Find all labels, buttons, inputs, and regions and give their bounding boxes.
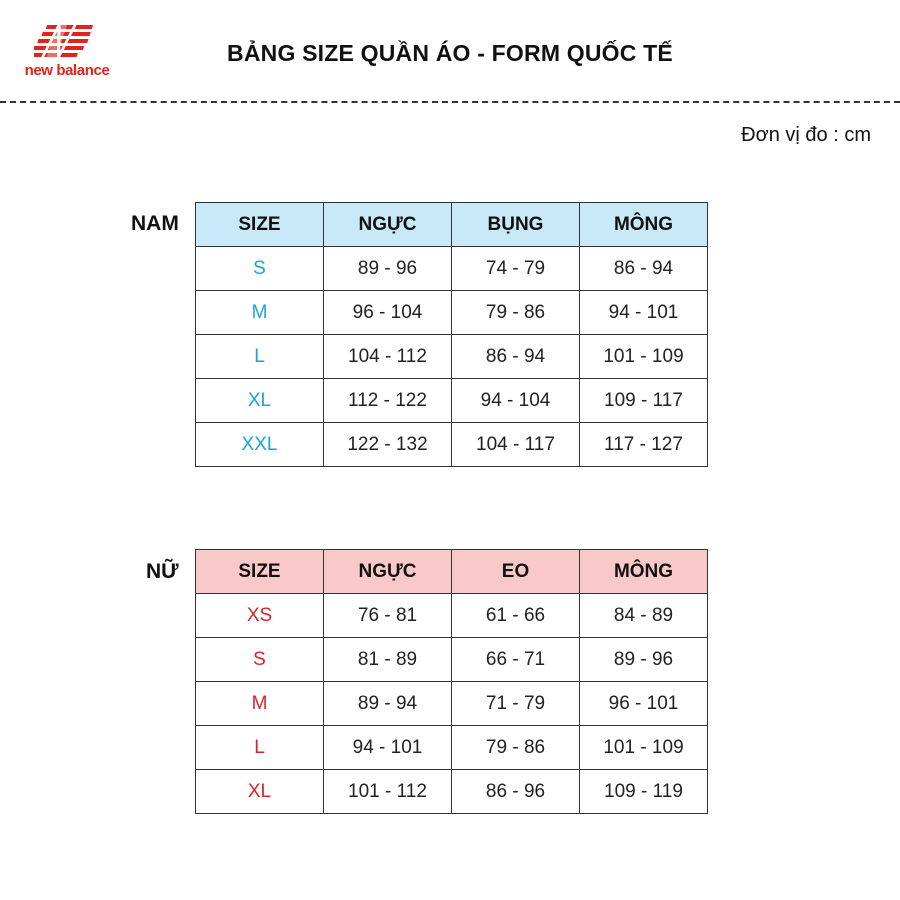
new-balance-logo-icon	[34, 22, 100, 60]
hip-cell: 101 - 109	[580, 335, 708, 379]
chest-cell: 81 - 89	[324, 638, 452, 682]
hip-cell: 109 - 117	[580, 379, 708, 423]
page-title: BẢNG SIZE QUẦN ÁO - FORM QUỐC TẾ	[227, 40, 673, 66]
table-row	[196, 638, 708, 682]
waist-cell: 61 - 66	[452, 594, 580, 638]
hip-cell: 94 - 101	[580, 291, 708, 335]
header-size: SIZE	[196, 550, 324, 594]
size-cell: M	[196, 682, 324, 726]
dashed-divider	[0, 101, 900, 103]
chest-cell: 101 - 112	[324, 770, 452, 814]
size-cell: S	[196, 247, 324, 291]
header-size: SIZE	[196, 203, 324, 247]
chest-cell: 104 - 112	[324, 335, 452, 379]
header-hip: MÔNG	[580, 203, 708, 247]
table-row	[196, 423, 708, 467]
size-cell: XS	[196, 594, 324, 638]
table-row	[196, 379, 708, 423]
table-row	[196, 335, 708, 379]
size-cell: L	[196, 726, 324, 770]
size-cell: M	[196, 291, 324, 335]
hip-cell: 117 - 127	[580, 423, 708, 467]
men-section-label: NAM	[131, 212, 179, 235]
brand-logo-text: new balance	[24, 62, 110, 79]
table-row	[196, 291, 708, 335]
hip-cell: 84 - 89	[580, 594, 708, 638]
table-row	[196, 726, 708, 770]
table-row	[196, 594, 708, 638]
belly-cell: 79 - 86	[452, 291, 580, 335]
men-size-table	[195, 202, 708, 467]
chest-cell: 94 - 101	[324, 726, 452, 770]
size-cell: S	[196, 638, 324, 682]
women-size-table	[195, 549, 708, 814]
brand-logo	[12, 22, 122, 82]
chest-cell: 96 - 104	[324, 291, 452, 335]
waist-cell: 66 - 71	[452, 638, 580, 682]
size-cell: XL	[196, 770, 324, 814]
table-row	[196, 770, 708, 814]
hip-cell: 89 - 96	[580, 638, 708, 682]
belly-cell: 104 - 117	[452, 423, 580, 467]
hip-cell: 86 - 94	[580, 247, 708, 291]
header-belly: BỤNG	[452, 203, 580, 247]
waist-cell: 86 - 96	[452, 770, 580, 814]
header-chest: NGỰC	[324, 203, 452, 247]
hip-cell: 96 - 101	[580, 682, 708, 726]
table-row	[196, 247, 708, 291]
waist-cell: 71 - 79	[452, 682, 580, 726]
chest-cell: 89 - 94	[324, 682, 452, 726]
chest-cell: 122 - 132	[324, 423, 452, 467]
table-row	[196, 682, 708, 726]
chest-cell: 112 - 122	[324, 379, 452, 423]
belly-cell: 94 - 104	[452, 379, 580, 423]
waist-cell: 79 - 86	[452, 726, 580, 770]
size-cell: L	[196, 335, 324, 379]
table-header-row	[196, 550, 708, 594]
hip-cell: 101 - 109	[580, 726, 708, 770]
belly-cell: 74 - 79	[452, 247, 580, 291]
belly-cell: 86 - 94	[452, 335, 580, 379]
chest-cell: 89 - 96	[324, 247, 452, 291]
women-section-label: NỮ	[146, 560, 179, 583]
size-cell: XXL	[196, 423, 324, 467]
header-hip: MÔNG	[580, 550, 708, 594]
header-waist: EO	[452, 550, 580, 594]
table-header-row	[196, 203, 708, 247]
chest-cell: 76 - 81	[324, 594, 452, 638]
hip-cell: 109 - 119	[580, 770, 708, 814]
unit-note: Đơn vị đo : cm	[741, 124, 871, 146]
header-chest: NGỰC	[324, 550, 452, 594]
size-cell: XL	[196, 379, 324, 423]
